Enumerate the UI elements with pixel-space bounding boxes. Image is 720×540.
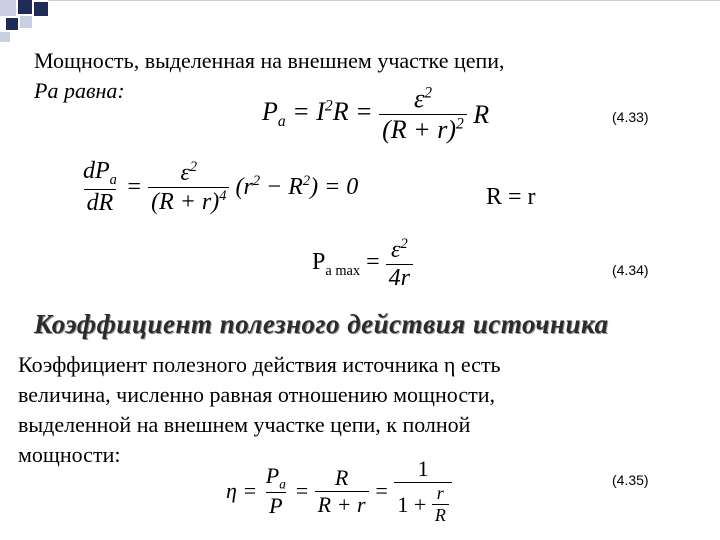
para-line-1: Коэффициент полезного действия источника η есть	[18, 352, 501, 377]
eq-number-433: (4.33)	[612, 109, 649, 125]
formula-max-power: $P_{a max}$ = $\frac{\varepsilon^2}{4r}$	[312, 236, 413, 292]
intro-line-2: Pa равна:	[34, 78, 125, 103]
intro-line-1: Мощность, выделенная на внешнем участке цепи,	[34, 48, 505, 73]
eq-number-435: (4.35)	[612, 472, 649, 488]
para-line-3: выделенной на внешнем участке цепи, к полной	[18, 412, 471, 437]
formula-efficiency: η = $\frac{P_a}{P}$ = $\frac{R}{R + r}$ = 1 1 + $\frac{r}{R}$	[226, 456, 452, 526]
para-line-4: мощности:	[18, 442, 121, 467]
definition-paragraph	[18, 350, 668, 470]
formula-derivative: $\frac{dP_a}{dR}$ = $\frac{\varepsilon^2}{(R + r)^4}$ $(r^2 - R^2) = 0$	[83, 158, 359, 216]
formula-power-external: $P_a = I^2R$ = $\frac{\varepsilon^2}{(R + r)^2}$ R	[262, 84, 490, 144]
condition-r-equals-r: R = r	[486, 184, 536, 210]
para-line-2: величина, численно равная отношению мощности,	[18, 382, 495, 407]
section-heading: Коэффициент полезного действия источника	[34, 309, 609, 339]
eq-number-434: (4.34)	[612, 262, 649, 278]
